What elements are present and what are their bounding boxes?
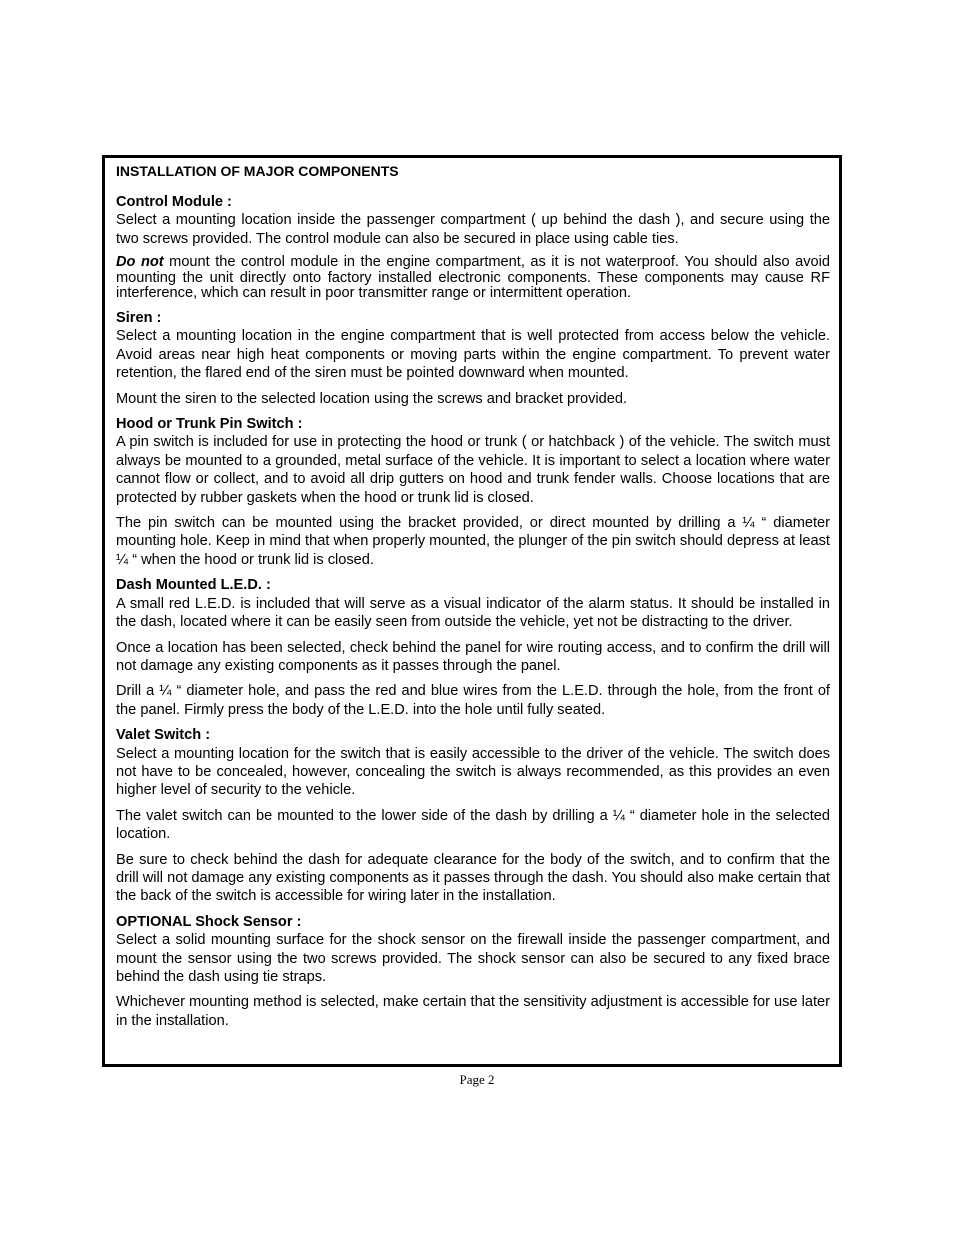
paragraph-text: mount the control module in the engine compartment, as it is not waterproof. You should also avoid mounting the unit directly onto factory installed electronic components. These components may cause RF interference, which can result in poor transmitter range or intermittent operation. [116, 254, 830, 302]
paragraph: Once a location has been selected, check behind the panel for wire routing access, and to confirm the drill will not damage any existing components as it passes through the panel. [116, 639, 830, 674]
section-valet-switch [116, 726, 830, 906]
paragraph: Select a solid mounting surface for the shock sensor on the firewall inside the passenger compartment, and mount the sensor using the two screws provided. The shock sensor can also be secured to any fixed brace behind the dash using tie straps. [116, 932, 830, 985]
paragraph: Whichever mounting method is selected, make certain that the sensitivity adjustment is accessible for use later in the installation. [116, 994, 830, 1029]
section-shock-sensor [116, 913, 830, 1030]
paragraph: Select a mounting location in the engine compartment that is well protected from access below the vehicle. Avoid areas near high heat components or moving parts within the engine compartment. To prevent water retention, the flared end of the siren must be pointed downward when mounted. [116, 328, 830, 382]
section-heading: Valet Switch : [116, 727, 211, 744]
section-led [116, 576, 830, 719]
section-heading: Hood or Trunk Pin Switch : [116, 416, 303, 433]
content-frame [102, 155, 842, 1067]
paragraph: A pin switch is included for use in protecting the hood or trunk ( or hatchback ) of the vehicle. The switch must always be mounted to a grounded, metal surface of the vehicle. It is important to select a location where water cannot flow or collect, and to avoid all drip gutters on hood and trunk fender walls. Choose locations that are protected by rubber gaskets when the hood or trunk lid is closed. [116, 434, 830, 506]
section-heading: OPTIONAL Shock Sensor : [116, 913, 302, 930]
section-pin-switch [116, 415, 830, 569]
paragraph: A small red L.E.D. is included that will serve as a visual indicator of the alarm status. It should be installed in the dash, located where it can be easily seen from outside the vehicle, yet not be distracting to the driver. [116, 595, 830, 631]
paragraph: Select a mounting location for the switch that is easily accessible to the driver of the vehicle. The switch does not have to be concealed, however, concealing the switch is always recommended, as this provides an even higher level of security to the vehicle. [116, 745, 830, 799]
paragraph: The pin switch can be mounted using the bracket provided, or direct mounted by drilling a ¼ “ diameter mounting hole. Keep in mind that when properly mounted, the plunger of the pin switch should depress at least ¼ “ when the hood or trunk lid is closed. [116, 515, 830, 568]
paragraph: Mount the siren to the selected location using the screws and bracket provided. [116, 390, 628, 407]
paragraph: Drill a ¼ “ diameter hole, and pass the red and blue wires from the L.E.D. through the hole, from the front of the panel. Firmly press the body of the L.E.D. into the hole until fully seated. [116, 683, 830, 718]
section-heading: Control Module : [116, 194, 232, 210]
section-siren [116, 309, 830, 408]
paragraph: Select a mounting location inside the passenger compartment ( up behind the dash ), and secure using the two screws provided. The control module can also be secured in place using cable ties. [116, 212, 830, 247]
emphasis-text: Do not [116, 254, 164, 271]
section-control-module [116, 193, 830, 302]
document-title: INSTALLATION OF MAJOR COMPONENTS [116, 163, 399, 179]
section-heading: Dash Mounted L.E.D. : [116, 577, 271, 594]
document-body [116, 162, 830, 1037]
paragraph: Be sure to check behind the dash for adequate clearance for the body of the switch, and to confirm that the drill will not damage any existing components as it passes through the dash. You should also make certain that the back of the switch is accessible for wiring later in the installation. [116, 851, 830, 905]
paragraph-warning [116, 255, 830, 302]
paragraph: The valet switch can be mounted to the lower side of the dash by drilling a ¼ “ diameter hole in the selected location. [116, 807, 830, 843]
page-number: Page 2 [459, 1072, 495, 1087]
section-heading: Siren : [116, 310, 162, 326]
